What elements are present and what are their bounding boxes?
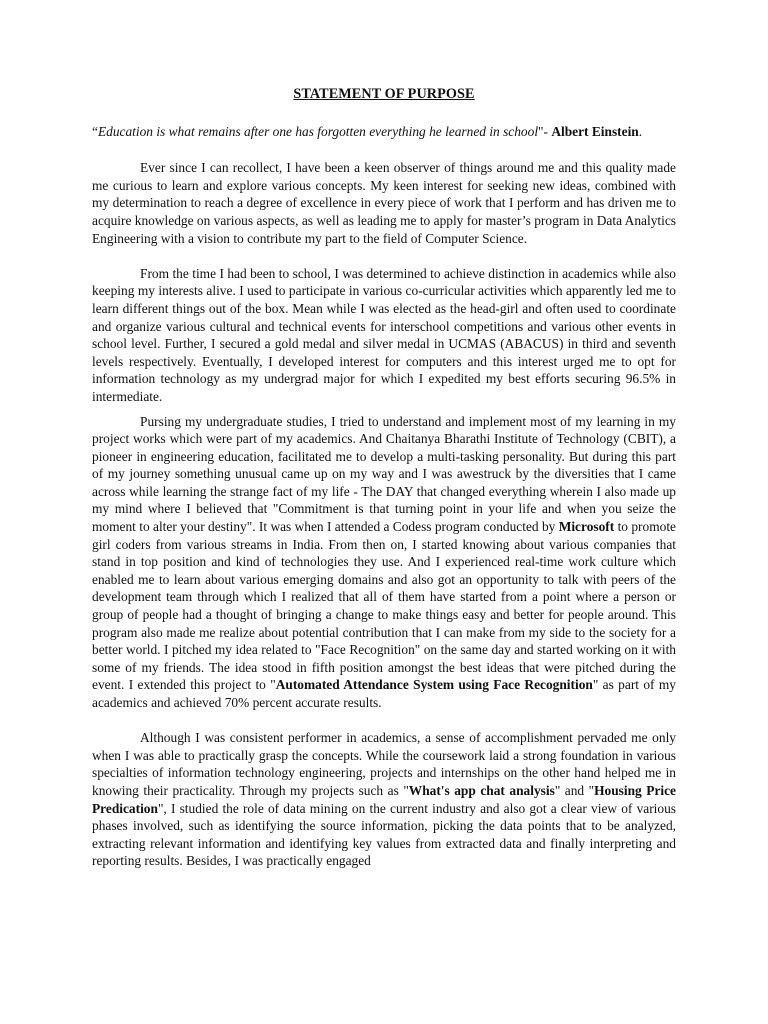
quote-author: Albert Einstein: [551, 123, 639, 139]
paragraph-2: From the time I had been to school, I was determined to achieve distinction in academics while also keeping my interests alive. I used to participate in various co-curricular activities which apparently led me to learn different things out of the box. Mean while I was elected as the head-girl and often used to coordinate and organize various cultural and technical events for interschool competitions and various other events in school level. Further, I secured a gold medal and silver medal in UCMAS (ABACUS) in third and seventh levels respectively. Eventually, I developed interest for computers and this interest urged me to opt for information technology as my undergrad major for which I expedited my best efforts securing 96.5% in intermediate.: [92, 265, 676, 404]
document-title: STATEMENT OF PURPOSE: [293, 86, 475, 102]
paragraph-4-text-c: " and ": [554, 782, 595, 798]
paragraph-3-text-a: Pursing my undergraduate studies, I tried to understand and implement most of my learning in my project works which were part of my academics. And Chaitanya Bharathi Institute of Technology (CBIT), a pioneer in engineering education, facilitated me to develop a multi-tasking personality. But during this part of my journey something unusual came up on my way and I was awestruck by the diversities that I came across while learning the strange fact of my life - The DAY that changed everything wherein I also made up my mind where I believed that "Commitment is that turning point in your life and when you seize the moment to alter your destiny". It was when I attended a Codess program conducted by: [92, 413, 676, 535]
epigraph-quote: [92, 123, 676, 141]
paragraph-3-text-c: to promote girl coders from various streams in India. From then on, I started knowing about various companies that stand in top position and kind of technologies they use. And I experienced real-time work culture which enabled me to learn about various emerging domains and also got an opportunity to talk with peers of the development team through which I realized that all of them have started from a point where a person or group of people had a thought of bringing a change to make things easy and better for people around. This program also made me realize about potential contribution that I can make from my side to the society for a better world. I pitched my idea related to "Face Recognition" on the same day and started working on it with some of my friends. The idea stood in fifth position amongst the best ideas that were pitched during the event. I extended this project to ": [92, 519, 676, 693]
paragraph-4-text-d: ", I studied the role of data mining on the current industry and also got a clear view of various phases involved, such as identifying the source information, picking the data points that to be analyzed, extracting relevant information and identifying key values from extracted data and finally interpreting and reporting results. Besides, I was practically engaged: [92, 800, 676, 869]
bold-project-attendance: Automated Attendance System using Face Recognition: [275, 677, 593, 693]
quote-text: Education is what remains after one has forgotten everything he learned in school: [97, 123, 539, 139]
document-page: [92, 86, 676, 888]
paragraph-1: Ever since I can recollect, I have been a keen observer of things around me and this quality made me curious to learn and explore various concepts. My keen interest for seeking new ideas, combined with my determination to reach a degree of excellence in every piece of work that I perform and has driven me to acquire knowledge on various aspects, as well as leading me to apply for master’s program in Data Analytics Engineering with a vision to contribute my part to the field of Computer Science.: [92, 160, 676, 246]
paragraph-3: [92, 413, 676, 712]
paragraph-3-text-d: " as part of my academics and achieved 70% percent accurate results.: [92, 677, 676, 710]
bold-project-housing: Housing Price Predication: [92, 782, 677, 816]
paragraph-4-text-a: Although I was consistent performer in academics, a sense of accomplishment pervaded me only when I was able to practically grasp the concepts. While the coursework laid a strong foundation in various specialties of information technology engineering, projects and internships on the other hand helped me in knowing their practicality. Through my projects such as ": [92, 730, 676, 798]
quote-end: .: [638, 123, 643, 139]
quote-open-mark: “: [92, 123, 98, 139]
bold-project-whatsapp: What's app chat analysis: [408, 782, 555, 798]
quote-close-mark: "-: [538, 123, 552, 139]
paragraph-4: [92, 729, 676, 870]
bold-microsoft: Microsoft: [558, 519, 615, 535]
